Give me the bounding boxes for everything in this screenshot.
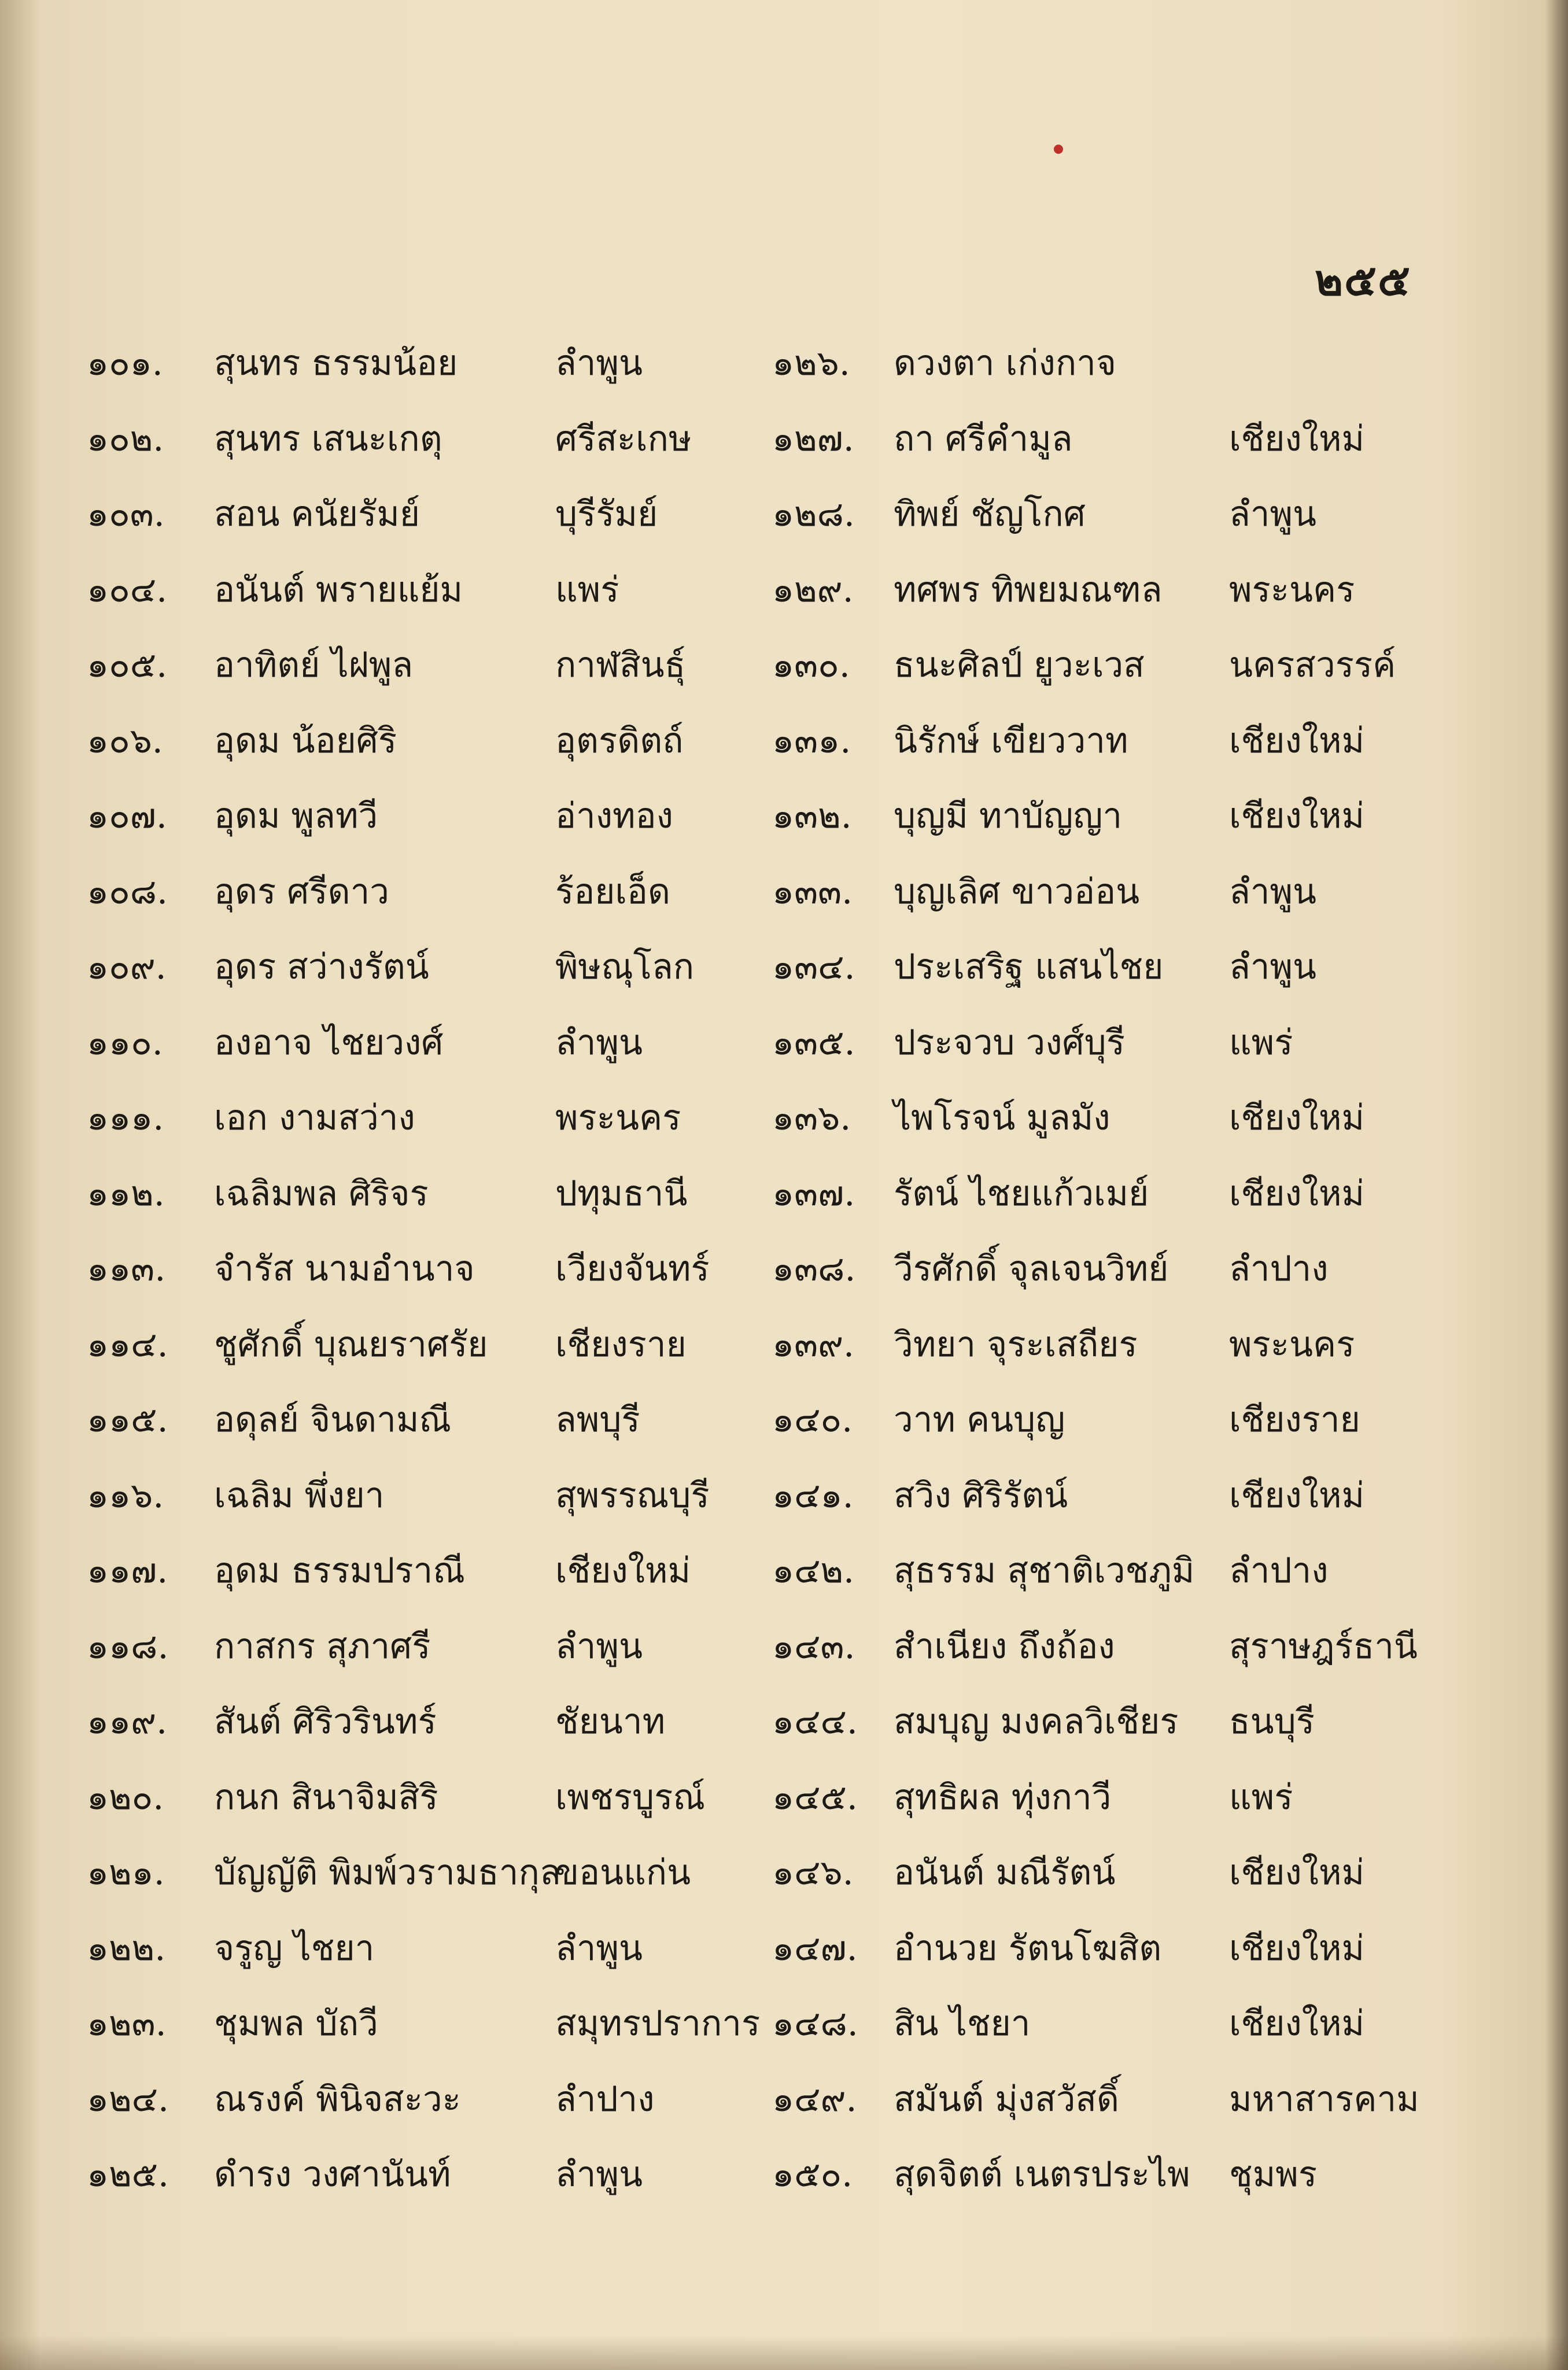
entry-number: ๑๐๔. xyxy=(87,569,168,610)
entry-province: ลำพูน xyxy=(1229,871,1317,912)
entry-province: ลำพูน xyxy=(555,1022,643,1063)
binding-shadow xyxy=(0,0,40,2370)
list-item xyxy=(772,1316,1437,1374)
entry-province: สุพรรณบุรี xyxy=(555,1475,710,1516)
entry-province: ลำพูน xyxy=(1229,494,1317,534)
list-item xyxy=(772,863,1437,921)
entry-number: ๑๑๒. xyxy=(87,1173,165,1214)
entry-province: ลำพูน xyxy=(555,343,643,383)
entry-name: อาทิตย์ ไฝพูล xyxy=(214,645,414,685)
entry-province: เชียงราย xyxy=(1229,1400,1360,1440)
entry-name: สันต์ ศิริวรินทร์ xyxy=(214,1701,437,1742)
entry-name: สวิง ศิริรัตน์ xyxy=(894,1475,1068,1516)
list-item xyxy=(772,2146,1437,2203)
list-item xyxy=(772,938,1437,996)
entry-name: วีรศักดิ์ จุลเจนวิทย์ xyxy=(894,1249,1169,1289)
entry-number: ๑๑๐. xyxy=(87,1022,163,1063)
entry-number: ๑๐๙. xyxy=(87,947,167,987)
entry-name: อุดร ศรีดาว xyxy=(214,871,389,912)
list-item xyxy=(87,787,752,845)
list-item xyxy=(87,1542,752,1600)
entry-name: สุนทร เสนะเกตุ xyxy=(214,418,442,459)
entry-province: ลำพูน xyxy=(555,1928,643,1969)
entry-number: ๑๐๕. xyxy=(87,645,168,685)
list-item xyxy=(772,1769,1437,1826)
list-item xyxy=(772,334,1437,392)
list-item xyxy=(87,2146,752,2203)
list-item xyxy=(772,2070,1437,2128)
entry-name: อุดม พูลทวี xyxy=(214,796,378,836)
entry-name: ไพโรจน์ มูลมัง xyxy=(894,1098,1110,1138)
entry-province: ชุมพร xyxy=(1229,2154,1318,2195)
entry-name: อดุลย์ จินดามณี xyxy=(214,1400,452,1440)
entry-province: บุรีรัมย์ xyxy=(555,494,658,534)
list-item xyxy=(772,712,1437,770)
entry-number: ๑๓๗. xyxy=(772,1173,855,1214)
list-item xyxy=(87,1165,752,1223)
entry-number: ๑๐๖. xyxy=(87,720,163,761)
list-item xyxy=(87,712,752,770)
entry-province: ลำพูน xyxy=(555,2154,643,2195)
entry-name: ชูศักดิ์ บุณยราศรัย xyxy=(214,1324,488,1365)
list-item xyxy=(772,561,1437,619)
entry-name: เฉลิมพล ศิริจร xyxy=(214,1173,429,1214)
entry-name: สมันต์ มุ่งสวัสดิ์ xyxy=(894,2079,1119,2120)
list-item xyxy=(772,1919,1437,1977)
entry-province: ลำพูน xyxy=(1229,947,1317,987)
list-item xyxy=(87,2070,752,2128)
entry-number: ๑๑๙. xyxy=(87,1701,168,1742)
entry-number: ๑๔๔. xyxy=(772,1701,858,1742)
entry-name: สุนทร ธรรมน้อย xyxy=(214,343,458,383)
entry-number: ๑๐๗. xyxy=(87,796,167,836)
entry-name: กนก สินาจิมสิริ xyxy=(214,1777,438,1818)
entry-province: แพร่ xyxy=(555,569,619,610)
entry-number: ๑๓๕. xyxy=(772,1022,855,1063)
list-item xyxy=(87,1391,752,1449)
entry-province: ลำพูน xyxy=(555,1626,643,1667)
list-item xyxy=(772,1014,1437,1072)
entry-name: วิทยา จุระเสถียร xyxy=(894,1324,1138,1365)
list-item xyxy=(772,1844,1437,1902)
entry-number: ๑๑๖. xyxy=(87,1475,164,1516)
entry-province: ลพบุรี xyxy=(555,1400,640,1440)
entry-name: จรูญ ไชยา xyxy=(214,1928,375,1969)
entry-name: องอาจ ไชยวงศ์ xyxy=(214,1022,444,1063)
ink-mark xyxy=(1054,145,1063,154)
entry-number: ๑๐๓. xyxy=(87,494,165,534)
entry-name: ณรงค์ พินิจสะวะ xyxy=(214,2079,461,2120)
entry-number: ๑๒๘. xyxy=(772,494,855,534)
entry-number: ๑๑๔. xyxy=(87,1324,168,1365)
entry-number: ๑๒๒. xyxy=(87,1928,166,1969)
entry-number: ๑๓๖. xyxy=(772,1098,851,1138)
list-item xyxy=(87,1769,752,1826)
entry-number: ๑๓๒. xyxy=(772,796,852,836)
entry-province: เชียงใหม่ xyxy=(1229,720,1365,761)
entry-number: ๑๓๐. xyxy=(772,645,850,685)
entry-number: ๑๒๙. xyxy=(772,569,854,610)
entry-province: เพชรบูรณ์ xyxy=(555,1777,705,1818)
entry-name: สุดจิตต์ เนตรประไพ xyxy=(894,2154,1190,2195)
entry-number: ๑๑๗. xyxy=(87,1551,168,1591)
entry-number: ๑๔๖. xyxy=(772,1852,854,1893)
entry-province: เชียงใหม่ xyxy=(1229,1173,1365,1214)
entry-number: ๑๒๐. xyxy=(87,1777,164,1818)
list-item xyxy=(772,1240,1437,1298)
list-item xyxy=(772,1995,1437,2052)
entry-province: พระนคร xyxy=(1229,1324,1355,1365)
entry-name: อุดม ธรรมปราณี xyxy=(214,1551,465,1591)
list-item xyxy=(87,1995,761,2052)
page-number: ๒๕๕ xyxy=(1315,256,1411,305)
entry-number: ๑๔๕. xyxy=(772,1777,858,1818)
entry-number: ๑๑๕. xyxy=(87,1400,168,1440)
list-item xyxy=(772,1693,1437,1751)
entry-number: ๑๒๓. xyxy=(87,2003,167,2044)
page-edge-shadow xyxy=(1545,0,1568,2370)
list-item xyxy=(87,1467,752,1524)
list-item xyxy=(87,1618,752,1675)
entry-province: แพร่ xyxy=(1229,1022,1293,1063)
entry-name: บัญญัติ พิมพ์วรามธากุล xyxy=(214,1852,561,1893)
entry-number: ๑๒๖. xyxy=(772,343,850,383)
entry-name: อุดร สว่างรัตน์ xyxy=(214,947,429,987)
list-item xyxy=(87,334,752,392)
entry-province: ร้อยเอ็ด xyxy=(555,871,670,912)
entry-name: ทิพย์ ชัญโกศ xyxy=(894,494,1086,534)
entry-number: ๑๔๘. xyxy=(772,2003,858,2044)
entry-name: จำรัส นามอำนาจ xyxy=(214,1249,475,1289)
entry-province: เชียงใหม่ xyxy=(1229,418,1365,459)
list-item xyxy=(772,485,1437,543)
entry-name: รัตน์ ไชยแก้วเมย์ xyxy=(894,1173,1149,1214)
entry-number: ๑๕๐. xyxy=(772,2154,853,2195)
entry-province: เชียงใหม่ xyxy=(555,1551,691,1591)
entry-province: เชียงใหม่ xyxy=(1229,1852,1365,1893)
entry-province: ลำปาง xyxy=(1229,1249,1329,1289)
entry-name: ประเสริฐ แสนไชย xyxy=(894,947,1164,987)
entry-number: ๑๓๙. xyxy=(772,1324,855,1365)
entry-number: ๑๒๑. xyxy=(87,1852,165,1893)
list-item xyxy=(87,636,752,694)
entry-name: สมบุญ มงคลวิเชียร xyxy=(894,1701,1179,1742)
entry-province: ปทุมธานี xyxy=(555,1173,688,1214)
entry-province: พระนคร xyxy=(555,1098,681,1138)
entry-number: ๑๓๔. xyxy=(772,947,855,987)
entry-number: ๑๓๘. xyxy=(772,1249,856,1289)
list-item xyxy=(87,1089,752,1147)
entry-name: ประจวบ วงศ์บุรี xyxy=(894,1022,1125,1063)
entry-province: เชียงใหม่ xyxy=(1229,796,1365,836)
entry-province: เชียงใหม่ xyxy=(1229,1475,1365,1516)
entry-province: สุราษฎร์ธานี xyxy=(1229,1626,1418,1667)
entry-name: เอก งามสว่าง xyxy=(214,1098,415,1138)
entry-name: สอน คนัยรัมย์ xyxy=(214,494,420,534)
entry-number: ๑๐๒. xyxy=(87,418,164,459)
list-item xyxy=(87,938,752,996)
list-item xyxy=(772,1089,1437,1147)
list-item xyxy=(87,1014,752,1072)
entry-number: ๑๐๑. xyxy=(87,343,163,383)
entry-number: ๑๔๐. xyxy=(772,1400,853,1440)
entry-number: ๑๒๔. xyxy=(87,2079,169,2120)
entry-number: ๑๐๘. xyxy=(87,871,168,912)
entry-name: สิน ไชยา xyxy=(894,2003,1031,2044)
entry-number: ๑๒๗. xyxy=(772,418,854,459)
entry-name: นิรักษ์ เขียววาท xyxy=(894,720,1128,761)
entry-province: อ่างทอง xyxy=(555,796,673,836)
entry-name: สำเนียง ถึงถ้อง xyxy=(894,1626,1115,1667)
list-item xyxy=(772,1467,1437,1524)
entry-name: ชุมพล บัถวี xyxy=(214,2003,378,2044)
entry-province: เชียงใหม่ xyxy=(1229,2003,1365,2044)
entry-name: วาท คนบุญ xyxy=(894,1400,1065,1440)
entry-province: แพร่ xyxy=(1229,1777,1293,1818)
entry-province: เชียงใหม่ xyxy=(1229,1928,1365,1969)
page-bottom-shadow xyxy=(0,2335,1568,2370)
entry-number: ๑๓๑. xyxy=(772,720,851,761)
entry-number: ๑๔๗. xyxy=(772,1928,858,1969)
list-item xyxy=(772,1542,1437,1600)
entry-name: อนันต์ มณีรัตน์ xyxy=(894,1852,1116,1893)
entry-province: ลำปาง xyxy=(555,2079,655,2120)
list-item xyxy=(87,561,752,619)
entry-province: พระนคร xyxy=(1229,569,1355,610)
entry-number: ๑๑๑. xyxy=(87,1098,164,1138)
entry-province: เชียงใหม่ xyxy=(1229,1098,1365,1138)
entry-name: บุญเลิศ ขาวอ่อน xyxy=(894,871,1140,912)
entry-number: ๑๑๘. xyxy=(87,1626,169,1667)
entry-number: ๑๔๓. xyxy=(772,1626,855,1667)
entry-number: ๑๓๓. xyxy=(772,871,853,912)
entry-name: ดำรง วงศานันท์ xyxy=(214,2154,451,2195)
entry-name: สุธรรม สุชาติเวชภูมิ xyxy=(894,1551,1195,1591)
entry-name: สุทธิผล ทุ่งกาวี xyxy=(894,1777,1112,1818)
entry-province: นครสวรรค์ xyxy=(1229,645,1396,685)
entry-province: อุตรดิตถ์ xyxy=(555,720,684,761)
entry-name: เฉลิม พึ่งยา xyxy=(214,1475,385,1516)
entry-number: ๑๔๒. xyxy=(772,1551,855,1591)
entry-province: ศรีสะเกษ xyxy=(555,418,692,459)
entry-province: เชียงราย xyxy=(555,1324,687,1365)
entry-number: ๑๔๙. xyxy=(772,2079,857,2120)
entry-name: ถา ศรีคำมูล xyxy=(894,418,1073,459)
list-item xyxy=(87,410,752,468)
entry-province: มหาสารคาม xyxy=(1229,2079,1419,2120)
list-item xyxy=(87,1316,752,1374)
entry-name: บุญมี ทาบัญญา xyxy=(894,796,1123,836)
entry-province: กาฬสินธุ์ xyxy=(555,645,686,685)
entry-province: พิษณุโลก xyxy=(555,947,695,987)
list-item xyxy=(87,1240,752,1298)
list-item xyxy=(87,1844,752,1902)
list-item xyxy=(87,485,752,543)
entry-province: ลำปาง xyxy=(1229,1551,1329,1591)
entry-name: ดวงตา เก่งกาจ xyxy=(894,343,1116,383)
entry-province: สมุทรปราการ xyxy=(555,2003,761,2044)
list-item xyxy=(772,1391,1437,1449)
entry-province: เวียงจันทร์ xyxy=(555,1249,710,1289)
entry-name: อนันต์ พรายแย้ม xyxy=(214,569,463,610)
entry-name: ทศพร ทิพยมณฑล xyxy=(894,569,1163,610)
list-item xyxy=(772,787,1437,845)
list-item xyxy=(772,1165,1437,1223)
list-item xyxy=(772,636,1437,694)
list-item xyxy=(772,1618,1437,1675)
entry-number: ๑๒๕. xyxy=(87,2154,169,2195)
entry-name: ธนะศิลป์ ยูวะเวส xyxy=(894,645,1145,685)
list-item xyxy=(87,1919,752,1977)
entry-province: ขอนแก่น xyxy=(555,1852,691,1893)
entry-province: ชัยนาท xyxy=(555,1701,666,1742)
entry-name: กาสกร สุภาศรี xyxy=(214,1626,431,1667)
entry-province: ธนบุรี xyxy=(1229,1701,1315,1742)
list-item xyxy=(772,410,1437,468)
list-item xyxy=(87,863,752,921)
list-item xyxy=(87,1693,752,1751)
entry-number: ๑๔๑. xyxy=(772,1475,854,1516)
entry-name: อุดม น้อยศิริ xyxy=(214,720,397,761)
entry-number: ๑๑๓. xyxy=(87,1249,166,1289)
entry-name: อำนวย รัตนโฆสิต xyxy=(894,1928,1162,1969)
